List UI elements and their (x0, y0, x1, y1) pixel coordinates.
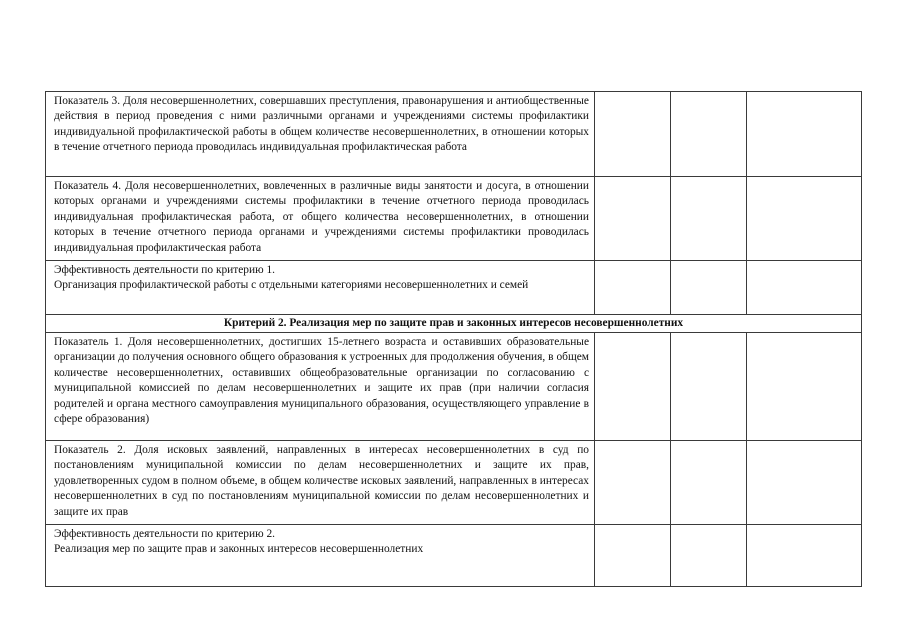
table-row (46, 92, 862, 177)
value-cell[interactable] (671, 525, 747, 587)
indicator-3-cell (46, 92, 595, 177)
value-cell[interactable] (595, 441, 671, 525)
value-cell[interactable] (747, 92, 862, 177)
table-row (46, 315, 862, 333)
value-cell[interactable] (747, 333, 862, 441)
indicator-2-text: Показатель 2. Доля исковых заявлений, направленных в интересах несовершеннолетних в суд по постановлениям муниципальной комиссии по делам несовершеннолетних и защите их прав, удовлетворенных судом в полном объеме, в общем количестве исковых заявлений, направленных в интересах несовершеннолетних в суд по постановлениям муниципальной комиссии по делам несовершеннолетних и защите их прав (54, 444, 589, 518)
value-cell[interactable] (747, 525, 862, 587)
table-row (46, 441, 862, 525)
value-cell[interactable] (671, 333, 747, 441)
value-cell[interactable] (747, 261, 862, 315)
value-cell[interactable] (595, 333, 671, 441)
indicator-3-text: Показатель 3. Доля несовершеннолетних, совершавших преступления, правонарушения и антиобщественные действия в период проведения с ними различными органами и учреждениями системы профилактики индивидуальной профилактической работы в общем количестве несовершеннолетних, в отношении которых в течение отчетного периода проводилась индивидуальная профилактическая работа (54, 95, 589, 154)
indicator-1-cell (46, 333, 595, 441)
value-cell[interactable] (671, 92, 747, 177)
value-cell[interactable] (671, 441, 747, 525)
value-cell[interactable] (747, 177, 862, 261)
efficiency-1-description: Организация профилактической работы с отдельными категориями несовершеннолетних и семей (54, 279, 529, 292)
value-cell[interactable] (595, 525, 671, 587)
efficiency-1-cell (46, 261, 595, 315)
efficiency-2-cell (46, 525, 595, 587)
value-cell[interactable] (671, 261, 747, 315)
indicator-1-text: Показатель 1. Доля несовершеннолетних, достигших 15-летнего возраста и оставивших образовательные организации до получения основного общего образования к устроенных для продолжения обучения, в общем количестве несовершеннолетних, оставивших общеобразовательные организации по согласованию с муниципальной комиссией по делам несовершеннолетних и защите их прав (при наличии согласия родителей и органа местного самоуправления муниципального образования, осуществляющего управление в сфере образования) (54, 336, 589, 426)
table-row (46, 333, 862, 441)
criterion-2-heading: Критерий 2. Реализация мер по защите прав и законных интересов несовершеннолетних (46, 315, 862, 333)
value-cell[interactable] (671, 177, 747, 261)
table-row (46, 525, 862, 587)
value-cell[interactable] (595, 177, 671, 261)
efficiency-1-title: Эффективность деятельности по критерию 1. (54, 264, 275, 276)
indicator-4-text: Показатель 4. Доля несовершеннолетних, вовлеченных в различные виды занятости и досуга, в отношении которых органами и учреждениями системы профилактики в течение отчетного периода проводилась индивидуальная профилактическая работа, от общего количества несовершеннолетних, в отношении которых в течение отчетного периода органами и учреждениями системы профилактики проводилась индивидуальная профилактическая работа (54, 180, 589, 254)
efficiency-2-title: Эффективность деятельности по критерию 2. (54, 528, 275, 540)
criteria-table (45, 91, 862, 587)
value-cell[interactable] (595, 261, 671, 315)
table-row (46, 261, 862, 315)
value-cell[interactable] (747, 441, 862, 525)
indicator-2-cell (46, 441, 595, 525)
indicator-4-cell (46, 177, 595, 261)
table-row (46, 177, 862, 261)
efficiency-2-description: Реализация мер по защите прав и законных интересов несовершеннолетних (54, 543, 424, 556)
value-cell[interactable] (595, 92, 671, 177)
